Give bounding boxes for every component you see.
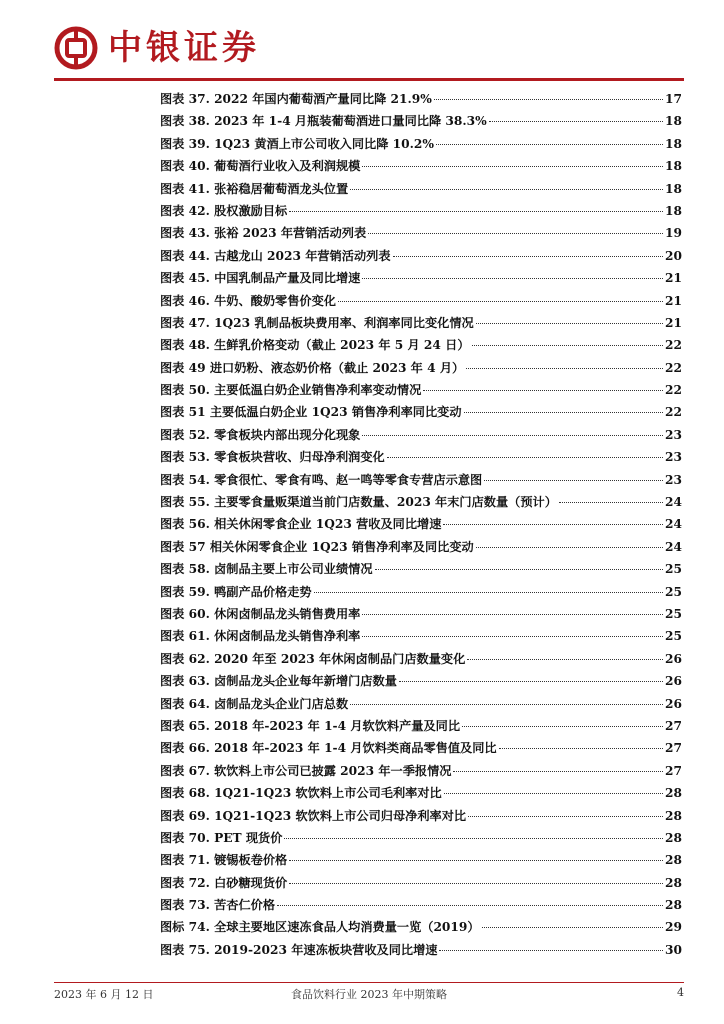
dot-leader (362, 166, 663, 167)
toc-entry[interactable] (160, 715, 682, 737)
toc-entry-label: 图表 47. 1Q23 乳制品板块费用率、利润率同比变化情况 (160, 315, 474, 330)
toc-entry-page: 26 (665, 696, 682, 711)
toc-entry-page: 28 (665, 853, 682, 868)
toc-entry[interactable] (160, 513, 682, 535)
toc-entry-page: 18 (665, 114, 682, 129)
dot-leader (277, 905, 663, 906)
dot-leader (289, 860, 663, 861)
dot-leader (476, 323, 663, 324)
page-header (54, 22, 684, 80)
toc-entry-label: 图表 70. PET 现货价 (160, 830, 283, 845)
dot-leader (387, 457, 663, 458)
toc-entry-label: 图表 55. 主要零食量贩渠道当前门店数量、2023 年末门店数量（预计） (160, 495, 557, 510)
toc-entry[interactable] (160, 110, 682, 132)
dot-leader (375, 569, 664, 570)
toc-entry-label: 图表 63. 卤制品龙头企业每年新增门店数量 (160, 674, 397, 689)
toc-entry-page: 25 (665, 606, 682, 621)
dot-leader (468, 816, 663, 817)
toc-entry[interactable] (160, 178, 682, 200)
toc-entry-page: 26 (665, 674, 682, 689)
toc-entry[interactable] (160, 916, 682, 938)
toc-entry-page: 27 (665, 741, 682, 756)
toc-entry[interactable] (160, 760, 682, 782)
toc-entry-label: 图表 48. 生鲜乳价格变动（截止 2023 年 5 月 24 日） (160, 338, 470, 353)
toc-entry-label: 图表 43. 张裕 2023 年营销活动列表 (160, 226, 367, 241)
footer-title: 食品饮料行业 2023 年中期策略 (291, 988, 447, 1001)
toc-entry-label: 图表 69. 1Q21-1Q23 软饮料上市公司归母净利率对比 (160, 808, 467, 823)
dot-leader (399, 681, 663, 682)
toc-entry[interactable] (160, 334, 682, 356)
toc-entry[interactable] (160, 648, 682, 670)
toc-entry-label: 图表 38. 2023 年 1-4 月瓶装葡萄酒进口量同比降 38.3% (160, 114, 487, 129)
dot-leader (314, 592, 663, 593)
brand-name: 中银证券 (108, 28, 260, 68)
toc-entry-label: 图表 56. 相关休闲零食企业 1Q23 营收及同比增速 (160, 517, 442, 532)
toc-entry-page: 19 (665, 226, 682, 241)
bank-of-china-logo-icon (54, 26, 98, 70)
toc-entry-page: 26 (665, 651, 682, 666)
toc-entry-page: 25 (665, 562, 682, 577)
toc-entry-page: 21 (665, 271, 682, 286)
toc-entry-label: 图表 37. 2022 年国内葡萄酒产量同比降 21.9% (160, 92, 432, 106)
toc-entry-label: 图表 54. 零食很忙、零食有鸣、赵一鸣等零食专营店示意图 (160, 472, 483, 487)
page-footer (54, 986, 684, 1004)
dot-leader (482, 927, 663, 928)
dot-leader (466, 368, 663, 369)
toc-entry[interactable] (160, 379, 682, 401)
dot-leader (439, 950, 663, 951)
dot-leader (462, 726, 663, 727)
toc-entry-page: 22 (665, 383, 682, 398)
figure-list (160, 88, 682, 961)
toc-entry-label: 图表 51 主要低温白奶企业 1Q23 销售净利率同比变动 (160, 405, 462, 420)
toc-entry[interactable] (160, 267, 682, 289)
toc-entry-page: 17 (665, 92, 682, 106)
toc-entry-page: 28 (665, 898, 682, 913)
toc-entry-page: 23 (665, 427, 682, 442)
toc-entry-label: 图表 52. 零食板块内部出现分化现象 (160, 427, 361, 442)
dot-leader (423, 390, 663, 391)
toc-entry-page: 22 (665, 360, 682, 375)
toc-entry[interactable] (160, 558, 682, 580)
toc-entry-label: 图表 73. 苦杏仁价格 (160, 898, 276, 913)
dot-leader (489, 121, 663, 122)
toc-entry-label: 图表 53. 零食板块营收、归母净利润变化 (160, 450, 385, 465)
toc-entry-label: 图表 59. 鸭副产品价格走势 (160, 584, 312, 599)
toc-entry[interactable] (160, 805, 682, 827)
toc-entry[interactable] (160, 849, 682, 871)
toc-entry-page: 28 (665, 786, 682, 801)
toc-entry-page: 28 (665, 875, 682, 890)
toc-entry[interactable] (160, 133, 682, 155)
toc-entry-page: 22 (665, 338, 682, 353)
toc-entry[interactable] (160, 939, 682, 961)
toc-entry-page: 27 (665, 718, 682, 733)
toc-entry[interactable] (160, 155, 682, 177)
dot-leader (434, 99, 663, 100)
toc-entry-label: 图表 42. 股权激励目标 (160, 203, 288, 218)
toc-entry-page: 25 (665, 584, 682, 599)
dot-leader (284, 838, 663, 839)
toc-entry-label: 图表 68. 1Q21-1Q23 软饮料上市公司毛利率对比 (160, 786, 442, 801)
dot-leader (350, 704, 663, 705)
toc-entry[interactable] (160, 469, 682, 491)
dot-leader (362, 435, 663, 436)
toc-entry[interactable] (160, 872, 682, 894)
footer-divider (54, 982, 684, 983)
toc-entry-label: 图表 40. 葡萄酒行业收入及利润规模 (160, 159, 361, 174)
dot-leader (362, 278, 663, 279)
toc-entry-page: 23 (665, 472, 682, 487)
toc-entry-page: 20 (665, 248, 682, 263)
toc-entry[interactable] (160, 357, 682, 379)
toc-entry[interactable] (160, 88, 682, 110)
toc-entry-label: 图标 74. 全球主要地区速冻食品人均消费量一览（2019） (160, 920, 480, 935)
toc-entry-page: 28 (665, 830, 682, 845)
toc-entry[interactable] (160, 222, 682, 244)
toc-entry[interactable] (160, 312, 682, 334)
header-divider (54, 78, 684, 81)
toc-entry[interactable] (160, 782, 682, 804)
toc-entry-label: 图表 72. 白砂糖现货价 (160, 875, 288, 890)
toc-entry[interactable] (160, 581, 682, 603)
toc-entry-page: 21 (665, 293, 682, 308)
page-number: 4 (677, 986, 684, 999)
toc-entry-page: 28 (665, 808, 682, 823)
toc-entry-page: 18 (665, 136, 682, 151)
toc-entry-label: 图表 75. 2019-2023 年速冻板块营收及同比增速 (160, 942, 438, 957)
dot-leader (350, 189, 663, 190)
toc-entry-page: 30 (665, 942, 682, 957)
toc-entry-page: 24 (665, 539, 682, 554)
dot-leader (289, 211, 663, 212)
toc-entry[interactable] (160, 894, 682, 916)
toc-entry-label: 图表 65. 2018 年-2023 年 1-4 月软饮料产量及同比 (160, 718, 461, 733)
toc-entry-label: 图表 66. 2018 年-2023 年 1-4 月饮料类商品零售值及同比 (160, 741, 497, 756)
toc-entry[interactable] (160, 536, 682, 558)
toc-entry-page: 27 (665, 763, 682, 778)
toc-entry-label: 图表 44. 古越龙山 2023 年营销活动列表 (160, 248, 391, 263)
toc-entry-label: 图表 60. 休闲卤制品龙头销售费用率 (160, 606, 361, 621)
toc-entry[interactable] (160, 200, 682, 222)
toc-entry-label: 图表 39. 1Q23 黄酒上市公司收入同比降 10.2% (160, 136, 434, 151)
dot-leader (484, 480, 663, 481)
toc-entry[interactable] (160, 245, 682, 267)
dot-leader (393, 256, 663, 257)
toc-entry[interactable] (160, 401, 682, 423)
toc-entry[interactable] (160, 603, 682, 625)
toc-entry-label: 图表 50. 主要低温白奶企业销售净利率变动情况 (160, 383, 422, 398)
toc-entry-page: 18 (665, 181, 682, 196)
toc-entry-page: 21 (665, 315, 682, 330)
dot-leader (436, 144, 663, 145)
toc-entry-label: 图表 64. 卤制品龙头企业门店总数 (160, 696, 349, 711)
toc-entry[interactable] (160, 424, 682, 446)
toc-entry[interactable] (160, 625, 682, 647)
dot-leader (472, 345, 664, 346)
dot-leader (362, 614, 663, 615)
toc-entry-label: 图表 61. 休闲卤制品龙头销售净利率 (160, 629, 361, 644)
toc-entry[interactable] (160, 693, 682, 715)
toc-entry[interactable] (160, 290, 682, 312)
toc-entry-label: 图表 41. 张裕稳居葡萄酒龙头位置 (160, 181, 349, 196)
toc-entry-label: 图表 45. 中国乳制品产量及同比增速 (160, 271, 361, 286)
dot-leader (499, 748, 663, 749)
toc-entry[interactable] (160, 827, 682, 849)
dot-leader (362, 636, 663, 637)
toc-entry[interactable] (160, 446, 682, 468)
toc-entry-page: 24 (665, 495, 682, 510)
dot-leader (467, 659, 663, 660)
toc-entry[interactable] (160, 491, 682, 513)
toc-entry-page: 29 (665, 920, 682, 935)
dot-leader (368, 233, 663, 234)
dot-leader (559, 502, 663, 503)
dot-leader (338, 301, 663, 302)
footer-date: 2023 年 6 月 12 日 (54, 988, 154, 1001)
toc-entry-label: 图表 67. 软饮料上市公司已披露 2023 年一季报情况 (160, 763, 452, 778)
toc-entry-label: 图表 71. 镀锡板卷价格 (160, 853, 288, 868)
toc-entry-page: 18 (665, 159, 682, 174)
toc-entry-page: 25 (665, 629, 682, 644)
dot-leader (476, 547, 663, 548)
dot-leader (443, 524, 663, 525)
dot-leader (444, 793, 663, 794)
toc-entry-page: 24 (665, 517, 682, 532)
toc-entry-page: 23 (665, 450, 682, 465)
dot-leader (289, 883, 663, 884)
toc-entry-page: 22 (665, 405, 682, 420)
toc-entry-label: 图表 62. 2020 年至 2023 年休闲卤制品门店数量变化 (160, 651, 466, 666)
toc-entry-page: 18 (665, 203, 682, 218)
toc-entry-label: 图表 49 进口奶粉、液态奶价格（截止 2023 年 4 月） (160, 360, 465, 375)
toc-entry[interactable] (160, 670, 682, 692)
toc-entry-label: 图表 57 相关休闲零食企业 1Q23 销售净利率及同比变动 (160, 539, 474, 554)
toc-entry-label: 图表 58. 卤制品主要上市公司业绩情况 (160, 562, 373, 577)
toc-entry-label: 图表 46. 牛奶、酸奶零售价变化 (160, 293, 336, 308)
dot-leader (464, 412, 663, 413)
dot-leader (453, 771, 663, 772)
toc-entry[interactable] (160, 737, 682, 759)
